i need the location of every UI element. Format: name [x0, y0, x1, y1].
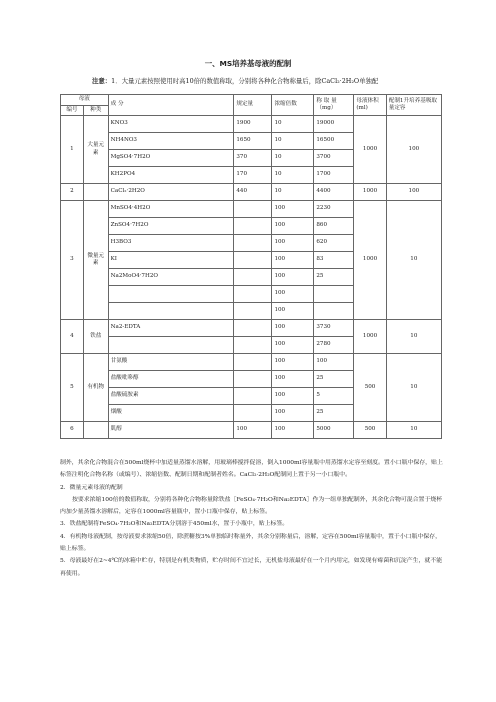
weigh-amount [314, 286, 354, 303]
take-volume: 10 [386, 422, 441, 439]
group-number: 1 [61, 116, 84, 184]
concentration: 100 [272, 422, 314, 439]
standard-amount: 1900 [234, 116, 272, 133]
take-volume: 10 [386, 201, 441, 320]
group-number: 3 [61, 201, 84, 320]
paragraph: 3．铁盐配制将FeSO₄·7H₂O和Na₂EDTA分别溶于450ml水，置于小瓶中，贴上标签。 [60, 521, 289, 528]
weigh-amount: 83 [314, 252, 354, 269]
weigh-amount [314, 303, 354, 320]
weigh-amount: 100 [314, 354, 354, 371]
compound-name: KNO3 [108, 116, 234, 133]
concentration: 100 [272, 218, 314, 235]
compound-name: 盐酸吡哆醇 [108, 371, 234, 388]
stock-volume: 500 [354, 354, 386, 422]
paragraph: 4．有机物母液配制，按母液要求浓缩50倍，除蔗糖按3%单独临时称量外，其余分别称量后，溶解，定容在500ml容量瓶中，置于小口瓶中保存，贴上标签。 [60, 533, 441, 553]
compound-name: CaCl₂·2H2O [108, 184, 234, 201]
weigh-amount: 16500 [314, 133, 354, 150]
standard-amount: 170 [234, 167, 272, 184]
concentration: 10 [272, 184, 314, 201]
weigh-amount: 25 [314, 405, 354, 422]
table-row [61, 320, 442, 337]
header-volume: 母液体积(ml) [354, 95, 386, 116]
weigh-amount: 5000 [314, 422, 354, 439]
concentration: 100 [272, 201, 314, 218]
compound-name: H3BO3 [108, 235, 234, 252]
concentration: 100 [272, 405, 314, 422]
weigh-amount: 2780 [314, 337, 354, 354]
group-number: 6 [61, 422, 84, 439]
paragraph: 按要求浓缩100倍的数值称取，分别将各种化合物称量除铁盐［FeSO₄·7H₂O和Na₂EDTA］作为一组单独配制外，其余化合物可混合置于烧杯内加少量蒸馏水溶解后，定容在1000ml容量瓶中，置小口瓶中保存，贴上标签。 [60, 496, 443, 516]
standard-amount [234, 303, 272, 320]
note-text: 1．大量元素按照使用时高10倍的数值称取，分别将各种化合物称量后，除CaCl₂·2H₂O单独配 [111, 77, 379, 85]
stock-volume: 1000 [354, 116, 386, 184]
concentration: 10 [272, 133, 314, 150]
ms-stock-table [60, 94, 442, 439]
concentration: 100 [272, 235, 314, 252]
compound-name: MgSO4·7H2O [108, 150, 234, 167]
group-number: 2 [61, 184, 84, 201]
header-weigh: 称 取 量（mg） [314, 95, 354, 116]
concentration: 10 [272, 150, 314, 167]
table-row [61, 184, 442, 201]
weigh-amount: 860 [314, 218, 354, 235]
weigh-amount: 1700 [314, 167, 354, 184]
weigh-amount: 25 [314, 371, 354, 388]
concentration: 10 [272, 116, 314, 133]
concentration: 10 [272, 167, 314, 184]
compound-name [108, 303, 234, 320]
stock-volume: 1000 [354, 320, 386, 354]
standard-amount [234, 337, 272, 354]
concentration: 100 [272, 388, 314, 405]
standard-amount: 100 [234, 422, 272, 439]
group-kind: 微量元素 [83, 201, 108, 320]
compound-name: 肌醇 [108, 422, 234, 439]
compound-name [108, 337, 234, 354]
concentration: 100 [272, 252, 314, 269]
compound-name: ZnSO4·7H2O [108, 218, 234, 235]
table-row [61, 422, 442, 439]
group-kind [83, 422, 108, 439]
concentration: 100 [272, 303, 314, 320]
weigh-amount: 620 [314, 235, 354, 252]
group-number: 4 [61, 320, 84, 354]
group-kind: 有机物 [83, 354, 108, 422]
standard-amount [234, 286, 272, 303]
concentration: 100 [272, 371, 314, 388]
compound-name: MnSO4·4H2O [108, 201, 234, 218]
body-text [60, 457, 444, 580]
header-mother: 母液 [61, 95, 109, 106]
standard-amount: 440 [234, 184, 272, 201]
concentration: 100 [272, 269, 314, 286]
standard-amount [234, 388, 272, 405]
group-kind: 大量元素 [83, 116, 108, 184]
group-number: 5 [61, 354, 84, 422]
standard-amount [234, 269, 272, 286]
weigh-amount: 3700 [314, 150, 354, 167]
note-label: 注意： [92, 77, 112, 85]
table-row [61, 116, 442, 133]
standard-amount [234, 405, 272, 422]
paragraph: 5．母液最好在2~4℃的冰箱中贮存，特别是有机类物质，贮存时间不宜过长，无机盐母液最好在一个月内用完，如发现有霉菌和沉淀产生，就不能再使用。 [60, 558, 443, 577]
concentration: 100 [272, 320, 314, 337]
group-kind: 铁盐 [83, 320, 108, 354]
concentration: 100 [272, 337, 314, 354]
paragraph: 2．微量元素母液的配制 [60, 484, 123, 491]
compound-name: KH2PO4 [108, 167, 234, 184]
compound-name: 甘氨酸 [108, 354, 234, 371]
standard-amount: 1650 [234, 133, 272, 150]
take-volume: 10 [386, 320, 441, 354]
stock-volume: 500 [354, 422, 386, 439]
compound-name: Na2-EDTA [108, 320, 234, 337]
stock-volume: 1000 [354, 201, 386, 320]
document-title: 一、MS培养基母液的配制 [204, 59, 292, 68]
weigh-amount: 3730 [314, 320, 354, 337]
compound-name: KI [108, 252, 234, 269]
take-volume: 100 [386, 184, 441, 201]
concentration: 100 [272, 354, 314, 371]
compound-name: NH4NO3 [108, 133, 234, 150]
compound-name: 烟酸 [108, 405, 234, 422]
header-concentration: 浓缩倍数 [272, 95, 314, 116]
standard-amount [234, 354, 272, 371]
stock-volume: 1000 [354, 184, 386, 201]
standard-amount [234, 320, 272, 337]
compound-name: Na2MoO4·7H2O [108, 269, 234, 286]
compound-name: 盐酸硫胺素 [108, 388, 234, 405]
weigh-amount: 19000 [314, 116, 354, 133]
weigh-amount: 4400 [314, 184, 354, 201]
header-per-liter: 配制1升培养基吸取量定容 [386, 95, 441, 116]
standard-amount: 370 [234, 150, 272, 167]
concentration: 100 [272, 286, 314, 303]
table-row [61, 354, 442, 371]
header-component: 成 分 [108, 95, 234, 116]
group-kind [83, 184, 108, 201]
take-volume: 10 [386, 354, 441, 422]
weigh-amount: 25 [314, 269, 354, 286]
standard-amount [234, 252, 272, 269]
header-formula-amount: 规定量 [234, 95, 272, 116]
standard-amount [234, 235, 272, 252]
weigh-amount: 5 [314, 388, 354, 405]
take-volume: 100 [386, 116, 441, 184]
compound-name [108, 286, 234, 303]
weigh-amount: 2230 [314, 201, 354, 218]
header-number: 编号 [61, 105, 84, 116]
header-kind: 种类 [83, 105, 108, 116]
paragraph: 制外，其余化合物混合在500ml烧杯中加适量蒸馏水溶解，用玻璃棒搅拌促溶，倒入1000ml容量瓶中用蒸馏水定容至刻度。置小口瓶中保存，贴上标签注明化合物名称（或编号）、浓缩倍数、配制日期和配制者姓名。CaCl₂·2H₂O配制同上置于另一小口瓶中。 [60, 460, 443, 479]
standard-amount [234, 201, 272, 218]
note-line [92, 76, 378, 85]
standard-amount [234, 371, 272, 388]
table-row [61, 201, 442, 218]
standard-amount [234, 218, 272, 235]
